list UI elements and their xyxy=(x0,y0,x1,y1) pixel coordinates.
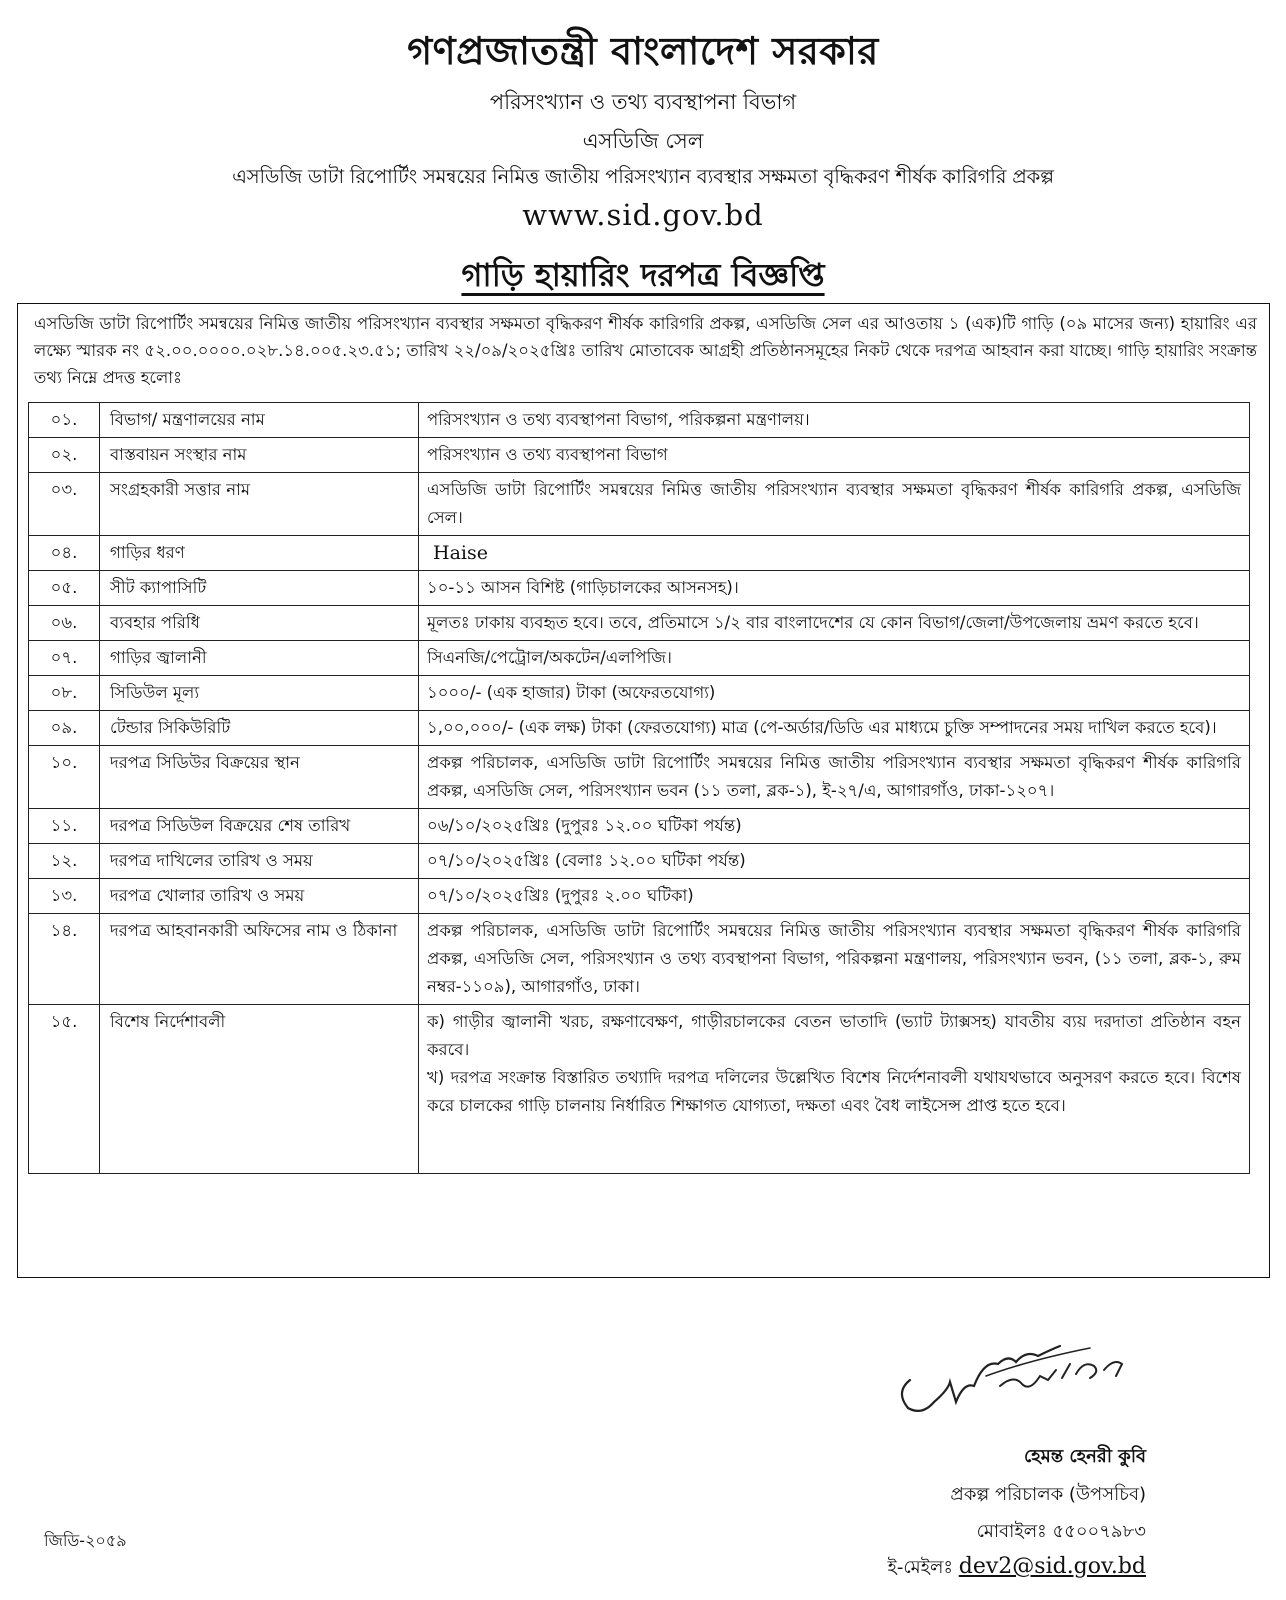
value-cell: প্রকল্প পরিচালক, এসডিজি ডাটা রিপোর্টিং সমন্বয়ের নিমিত্ত জাতীয় পরিসংখ্যান ব্যবস্থার সক্ষমতা বৃদ্ধিকরণ শীর্ষক কারিগরি প্রকল্প, এসডিজি সেল, পরিসংখ্যান ভবন (১১ তলা, ব্লক-১), ই-২৭/এ, আগারগাঁও, ঢাকা-১২০৭। xyxy=(419,746,1250,809)
value-cell: এসডিজি ডাটা রিপোর্টিং সমন্বয়ের নিমিত্ত জাতীয় পরিসংখ্যান ব্যবস্থার সক্ষমতা বৃদ্ধিকরণ শীর্ষক কারিগরি প্রকল্প, এসডিজি সেল। xyxy=(419,473,1250,536)
project-name: এসডিজি ডাটা রিপোর্টিং সমন্বয়ের নিমিত্ত জাতীয় পরিসংখ্যান ব্যবস্থার সক্ষমতা বৃদ্ধিকরণ শীর্ষক কারিগরি প্রকল্প xyxy=(232,165,1054,188)
table-row xyxy=(29,676,1250,711)
value-cell: ০৭/১০/২০২৫খ্রিঃ (দুপুরঃ ২.০০ ঘটিকা) xyxy=(419,879,1250,914)
table-row xyxy=(29,536,1250,571)
value-cell: ০৬/১০/২০২৫খ্রিঃ (দুপুরঃ ১২.০০ ঘটিকা পর্যন্ত) xyxy=(419,809,1250,844)
value-cell: পরিসংখ্যান ও তথ্য ব্যবস্থাপনা বিভাগ, পরিকল্পনা মন্ত্রণালয়। xyxy=(419,403,1250,438)
label-cell: গাড়ির জ্বালানী xyxy=(100,641,419,676)
instruction-a: ক) গাড়ীর জ্বালানী খরচ, রক্ষণাবেক্ষণ, গাড়ীরচালকের বেতন ভাতাদি (ভ্যাট ট্যাক্সসহ) যাবতীয় ব্যয় দরদাতা প্রতিষ্ঠান বহন করবে। xyxy=(427,1012,1241,1059)
serial-cell: ১৪. xyxy=(29,914,100,1005)
label-cell: বিভাগ/ মন্ত্রণালয়ের নাম xyxy=(100,403,419,438)
value-cell: ১০০০/- (এক হাজার) টাকা (অফেরতযোগ্য) xyxy=(419,676,1250,711)
serial-cell: ১১. xyxy=(29,809,100,844)
signer-mobile: মোবাইলঃ ৫৫০০৭৯৮৩ xyxy=(976,1521,1146,1542)
value-cell: মূলতঃ ঢাকায় ব্যবহৃত হবে। তবে, প্রতিমাসে ১/২ বার বাংলাদেশের যে কোন বিভাগ/জেলা/উপজেলায় ভ্রমণ করতে হবে। xyxy=(419,606,1250,641)
label-cell: বাস্তবায়ন সংস্থার নাম xyxy=(100,438,419,473)
label-cell: দরপত্র সিডিউর বিক্রয়ের স্থান xyxy=(100,746,419,809)
label-cell: টেন্ডার সিকিউরিটি xyxy=(100,711,419,746)
table-row xyxy=(29,809,1250,844)
label-cell: দরপত্র দাখিলের তারিখ ও সময় xyxy=(100,844,419,879)
table-row xyxy=(29,879,1250,914)
serial-cell: ১৩. xyxy=(29,879,100,914)
label-cell: সিডিউল মূল্য xyxy=(100,676,419,711)
cell-name: এসডিজি সেল xyxy=(582,129,704,153)
instruction-b: খ) দরপত্র সংক্রান্ত বিস্তারিত তথ্যাদি দরপত্র দলিলের উল্লেখিত বিশেষ নির্দেশনাবলী যথাযথভাবে অনুসরণ করতে হবে। বিশেষ করে চালকের গাড়ি চালনায় নির্ধারিত শিক্ষাগত যোগ্যতা, দক্ষতা এবং বৈধ লাইসেন্স প্রাপ্ত হতে হবে। xyxy=(427,1068,1241,1115)
serial-cell: ১২. xyxy=(29,844,100,879)
serial-cell: ০৪. xyxy=(29,536,100,571)
serial-cell: ০৫. xyxy=(29,571,100,606)
government-title: গণপ্রজাতন্ত্রী বাংলাদেশ সরকার xyxy=(407,29,879,73)
notice-title: গাড়ি হায়ারিং দরপত্র বিজ্ঞপ্তি xyxy=(461,256,825,294)
value-cell: ১,০০,০০০/- (এক লক্ষ) টাকা (ফেরতযোগ্য) মাত্র (পে-অর্ডার/ডিডি এর মাধ্যমে চুক্তি সম্পাদনের সময় দাখিল করতে হবে)। xyxy=(419,711,1250,746)
value-cell: Haise xyxy=(419,536,1250,571)
table-row xyxy=(29,473,1250,536)
table-row xyxy=(29,711,1250,746)
signer-designation: প্রকল্প পরিচালক (উপসচিব) xyxy=(950,1484,1146,1505)
table-row xyxy=(29,571,1250,606)
serial-cell: ০১. xyxy=(29,403,100,438)
value-cell: সিএনজি/পেট্রোল/অকটেন/এলপিজি। xyxy=(419,641,1250,676)
value-cell xyxy=(419,1005,1250,1174)
label-cell: সংগ্রহকারী সত্তার নাম xyxy=(100,473,419,536)
email-link[interactable]: dev2@sid.gov.bd xyxy=(958,1554,1146,1579)
label-cell: সীট ক্যাপাসিটি xyxy=(100,571,419,606)
serial-cell: ০৩. xyxy=(29,473,100,536)
serial-cell: ০৮. xyxy=(29,676,100,711)
website-link[interactable]: www.sid.gov.bd xyxy=(522,198,764,232)
label-cell: ব্যবহার পরিধি xyxy=(100,606,419,641)
serial-cell: ০৯. xyxy=(29,711,100,746)
label-cell: দরপত্র খোলার তারিখ ও সময় xyxy=(100,879,419,914)
table-row xyxy=(29,746,1250,809)
intro-paragraph: এসডিজি ডাটা রিপোর্টিং সমন্বয়ের নিমিত্ত জাতীয় পরিসংখ্যান ব্যবস্থার সক্ষমতা বৃদ্ধিকরণ শীর্ষক কারিগরি প্রকল্প, এসডিজি সেল এর আওতায় ১ (এক)টি গাড়ি (০৯ মাসের জন্য) হায়ারিং এর লক্ষ্যে স্মারক নং ৫২.০০.০০০০.০২৮.১৪.০০৫.২৩.৫১; তারিখ ২২/০৯/২০২৫খ্রিঃ তারিখ মোতাবেক আগ্রহী প্রতিষ্ঠানসমূহের নিকট থেকে দরপত্র আহবান করা যাচ্ছে। গাড়ি হায়ারিং সংক্রান্ত তথ্য নিম্নে প্রদত্ত হলোঃ xyxy=(34,314,1257,387)
table-row xyxy=(29,1005,1250,1174)
tender-info-table xyxy=(28,402,1250,1174)
signer-name: হেমন্ত হেনরী কুবি xyxy=(1023,1446,1146,1467)
division-name: পরিসংখ্যান ও তথ্য ব্যবস্থাপনা বিভাগ xyxy=(489,90,797,114)
value-cell: পরিসংখ্যান ও তথ্য ব্যবস্থাপনা বিভাগ xyxy=(419,438,1250,473)
table-row xyxy=(29,606,1250,641)
value-cell: প্রকল্প পরিচালক, এসডিজি ডাটা রিপোর্টিং সমন্বয়ের নিমিত্ত জাতীয় পরিসংখ্যান ব্যবস্থার সক্ষমতা বৃদ্ধিকরণ শীর্ষক কারিগরি প্রকল্প, এসডিজি সেল, পরিসংখ্যান ও তথ্য ব্যবস্থাপনা বিভাগ, পরিকল্পনা মন্ত্রণালয়, পরিসংখ্যান ভবন, (১১ তলা, ব্লক-১, রুম নম্বর-১১০৯), আগারগাঁও, ঢাকা। xyxy=(419,914,1250,1005)
serial-cell: ০৬. xyxy=(29,606,100,641)
table-row xyxy=(29,641,1250,676)
table-row xyxy=(29,438,1250,473)
signer-email-line xyxy=(887,1553,1146,1584)
value-cell: ০৭/১০/২০২৫খ্রিঃ (বেলাঃ ১২.০০ ঘটিকা পর্যন্ত) xyxy=(419,844,1250,879)
notice-box xyxy=(17,303,1270,1278)
label-cell: গাড়ির ধরণ xyxy=(100,536,419,571)
value-cell: ১০-১১ আসন বিশিষ্ট (গাড়িচালকের আসনসহ)। xyxy=(419,571,1250,606)
gd-number: জিডি-২০৫৯ xyxy=(44,1531,127,1550)
table-row xyxy=(29,403,1250,438)
label-cell: দরপত্র আহবানকারী অফিসের নাম ও ঠিকানা xyxy=(100,914,419,1005)
serial-cell: ১০. xyxy=(29,746,100,809)
serial-cell: ০২. xyxy=(29,438,100,473)
label-cell: বিশেষ নির্দেশাবলী xyxy=(100,1005,419,1174)
email-label: ই-মেইলঃ xyxy=(887,1557,954,1578)
table-row xyxy=(29,844,1250,879)
signature-image xyxy=(890,1320,1140,1430)
serial-cell: ০৭. xyxy=(29,641,100,676)
serial-cell: ১৫. xyxy=(29,1005,100,1174)
table-row xyxy=(29,914,1250,1005)
label-cell: দরপত্র সিডিউল বিক্রয়ের শেষ তারিখ xyxy=(100,809,419,844)
